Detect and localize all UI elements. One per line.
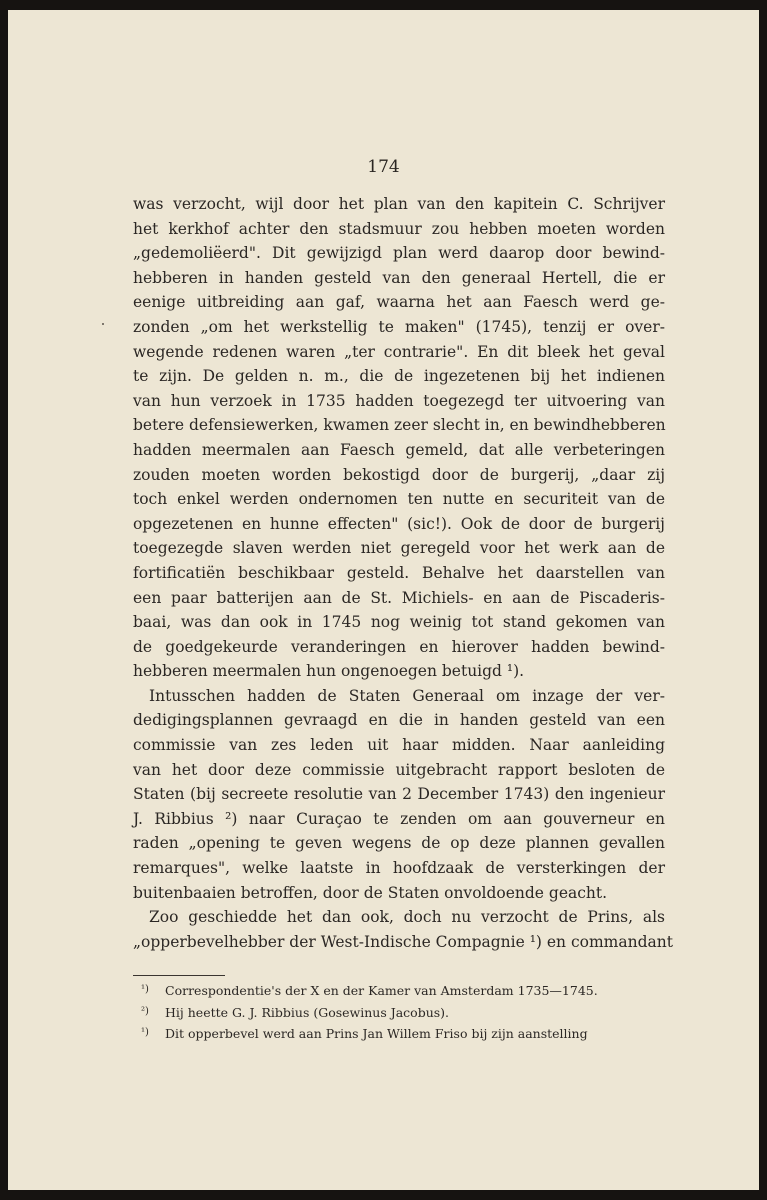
text-line: de goedgekeurde veranderingen en hierover hadden bewind-: [133, 637, 665, 656]
footnote: [141, 1002, 666, 1024]
footnote-text: Correspondentie's der X en der Kamer van Amsterdam 1735—1745.: [165, 983, 598, 998]
text-line: raden „opening te geven wegens de op deze plannen gevallen: [133, 834, 665, 853]
text-line: Staten (bij secreete resolutie van 2 December 1743) den ingenieur: [133, 785, 665, 804]
paragraph-2: [133, 684, 665, 905]
page-number: 174: [367, 157, 400, 177]
footnote: [141, 980, 666, 1002]
body-text: [133, 192, 673, 954]
text-line: hebberen meermalen hun ongenoegen betuigd ¹).: [133, 662, 525, 681]
footnote-mark: ¹): [141, 1027, 149, 1038]
text-line: hadden meermalen aan Faesch gemeld, dat alle verbeteringen: [133, 440, 665, 459]
footnote: [141, 1023, 666, 1045]
footnote-text: Dit opperbevel werd aan Prins Jan Willem Friso bij zijn aanstelling: [165, 1026, 588, 1041]
text-line: zonden „om het werkstellig te maken" (1745), tenzij er over-: [133, 317, 665, 336]
text-line: het kerkhof achter den stadsmuur zou hebben moeten worden: [133, 219, 665, 238]
text-line: Intusschen hadden de Staten Generaal om inzage der ver-: [149, 686, 665, 705]
footnote-mark: ²): [141, 1005, 149, 1017]
text-line: te zijn. De gelden n. m., die de ingezetenen bij het indienen: [133, 367, 665, 386]
paragraph-1: [133, 192, 665, 684]
text-line: een paar batterijen aan de St. Michiels- en aan de Piscaderis-: [133, 588, 665, 607]
text-line: zouden moeten worden bekostigd door de burgerij, „daar zij: [133, 465, 665, 484]
text-line: buitenbaaien betroffen, door de Staten onvoldoende geacht.: [133, 883, 608, 902]
footnote-text: Hij heette G. J. Ribbius (Gosewinus Jacobus).: [165, 1004, 450, 1020]
text-line: betere defensiewerken, kwamen zeer slecht in, en bewindhebberen: [133, 416, 666, 435]
text-line: remarques", welke laatste in hoofdzaak de versterkingen der: [133, 859, 665, 878]
text-line: eenige uitbreiding aan gaf, waarna het aan Faesch werd ge-: [133, 293, 665, 312]
text-line: hebberen in handen gesteld van den generaal Hertell, die er: [133, 268, 665, 287]
text-line: „opperbevelhebber der West-Indische Compagnie ¹) en commandant: [133, 932, 673, 951]
text-line: van het door deze commissie uitgebracht rapport besloten de: [133, 760, 665, 779]
paper-speck: [102, 323, 104, 325]
text-line: fortificatiën beschikbaar gesteld. Behalve het daarstellen van: [133, 563, 665, 582]
paragraph-3: [133, 905, 673, 954]
text-line: toch enkel werden ondernomen ten nutte en securiteit van de: [133, 490, 665, 509]
text-line: „gedemoliëerd". Dit gewijzigd plan werd daarop door bewind-: [133, 244, 665, 263]
text-line: opgezetenen en hunne effecten" (sic!). Ook de door de burgerij: [133, 514, 665, 533]
footnote-mark: ¹): [141, 984, 149, 995]
text-line: dedigingsplannen gevraagd en die in handen gesteld van een: [133, 711, 665, 730]
text-line: commissie van zes leden uit haar midden. Naar aanleiding: [133, 736, 665, 755]
text-line: baai, was dan ook in 1745 nog weinig tot stand gekomen van: [133, 613, 665, 632]
text-line: Zoo geschiedde het dan ook, doch nu verzocht de Prins, als: [149, 908, 665, 927]
text-line: J. Ribbius ²) naar Curaçao te zenden om aan gouverneur en: [133, 809, 665, 828]
footnotes: [141, 980, 666, 1045]
footnote-divider: [133, 975, 225, 976]
text-line: van hun verzoek in 1735 hadden toegezegd ter uitvoering van: [133, 391, 665, 410]
book-page: [8, 10, 759, 1190]
text-line: wegende redenen waren „ter contrarie". En dit bleek het geval: [133, 342, 665, 361]
text-line: was verzocht, wijl door het plan van den kapitein C. Schrijver: [133, 195, 665, 213]
text-line: toegezegde slaven werden niet geregeld voor het werk aan de: [133, 539, 665, 558]
